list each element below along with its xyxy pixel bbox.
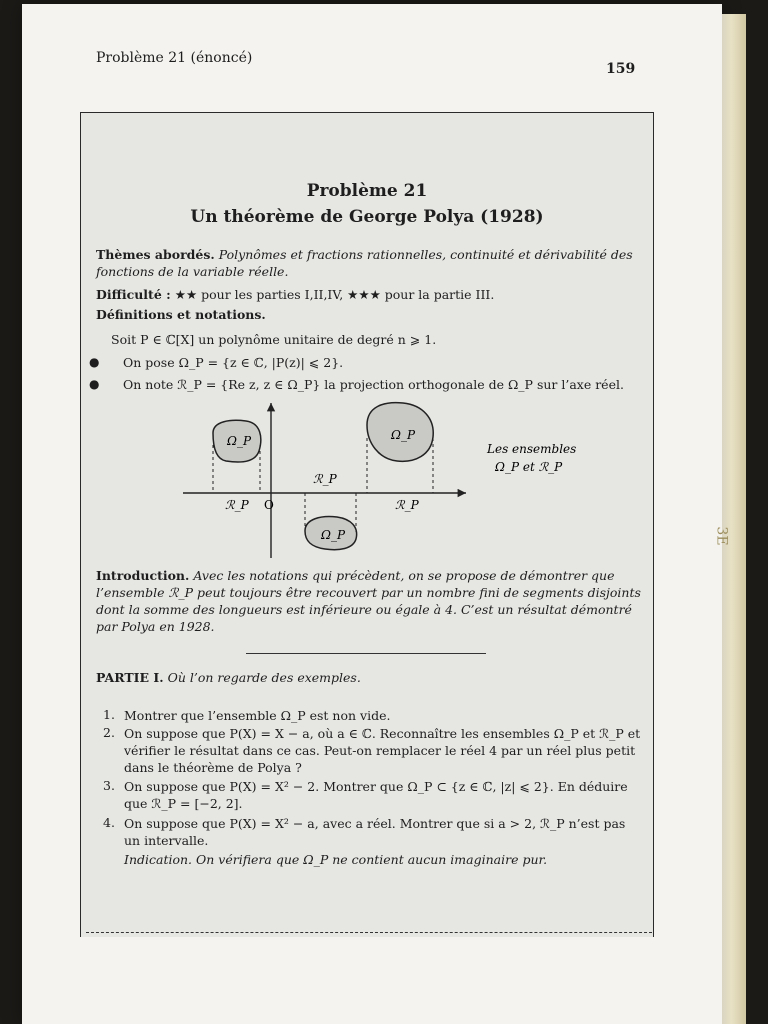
- problem-title: Un théorème de George Polya (1928): [190, 207, 544, 227]
- omega-r-figure: [81, 393, 653, 563]
- dashed-bottom-border: [86, 932, 652, 933]
- difficulty-text: ★★ pour les parties I,II,IV, ★★★ pour la partie III.: [174, 287, 495, 302]
- partie1-item-2: On suppose que P(X) = X − a, où a ∈ ℂ. Reconnaître les ensembles Ω_P et ℛ_P et vérifier le résultat dans ce cas. Peut-on remplacer le réel 4 par un réel plus petit dans le théorème de Polya ?: [124, 726, 641, 775]
- page-stack-edge: [722, 14, 746, 1024]
- r-label-right: ℛ_P: [395, 498, 419, 512]
- definitions-heading: Définitions et notations.: [96, 307, 266, 322]
- section-divider: [246, 653, 486, 654]
- running-title: Problème 21 (énoncé): [96, 50, 253, 66]
- item-number: 1.: [103, 707, 115, 722]
- edge-mark: 3E: [713, 526, 730, 546]
- partie1-heading: [96, 669, 641, 686]
- figure-caption-line2: Ω_P et ℛ_P: [495, 460, 563, 474]
- page-number: 159: [606, 61, 636, 77]
- partie1-label: PARTIE I.: [96, 670, 164, 685]
- themes: [96, 246, 641, 280]
- themes-text: Polynômes et fractions rationnelles, continuité et dérivabilité des fonctions de la variable réelle.: [96, 247, 633, 279]
- item-number: 4.: [103, 815, 115, 830]
- definitions-intro: Soit P ∈ ℂ[X] un polynôme unitaire de degré n ⩾ 1.: [111, 332, 437, 347]
- problem-box: [80, 112, 654, 937]
- item-number: 3.: [103, 778, 115, 793]
- partie1-indication: Indication. On vérifiera que Ω_P ne contient aucun imaginaire pur.: [124, 852, 548, 867]
- omega-label-right: Ω_P: [391, 428, 416, 442]
- difficulty: [96, 286, 641, 303]
- origin-label: O: [264, 498, 274, 512]
- bullet-dot: ●: [89, 377, 100, 391]
- definition-bullet-1: On pose Ω_P = {z ∈ ℂ, |P(z)| ⩽ 2}.: [123, 355, 344, 370]
- definition-bullet-2: On note ℛ_P = {Re z, z ∈ Ω_P} la projection orthogonale de Ω_P sur l’axe réel.: [123, 377, 624, 392]
- introduction-text: Avec les notations qui précèdent, on se propose de démontrer que l’ensemble ℛ_P peut toujours être recouvert par un nombre fini de segments disjoints dont la somme des longueurs est inférieure ou égale à 4. C’est un résultat démontré par Polya en 1928.: [96, 568, 641, 634]
- item-number: 2.: [103, 725, 115, 740]
- omega-label-left: Ω_P: [227, 434, 252, 448]
- problem-number: Problème 21: [306, 181, 428, 201]
- partie1-item-4: On suppose que P(X) = X² − a, avec a réel. Montrer que si a > 2, ℛ_P n’est pas un intervalle.: [124, 816, 626, 848]
- difficulty-label: Difficulté :: [96, 287, 171, 302]
- partie1-item-1: Montrer que l’ensemble Ω_P est non vide.: [124, 708, 391, 723]
- r-label-left: ℛ_P: [225, 498, 249, 512]
- figure-caption-line1: Les ensembles: [487, 442, 577, 456]
- partie1-subtitle: Où l’on regarde des exemples.: [167, 670, 361, 685]
- introduction: [96, 567, 641, 635]
- partie1-item-3: On suppose que P(X) = X² − 2. Montrer que Ω_P ⊂ {z ∈ ℂ, |z| ⩽ 2}. En déduire que ℛ_P = [−2, 2].: [124, 779, 628, 811]
- r-label-middle: ℛ_P: [313, 472, 337, 486]
- omega-label-bottom: Ω_P: [321, 528, 346, 542]
- introduction-label: Introduction.: [96, 568, 190, 583]
- bullet-dot: ●: [89, 355, 100, 369]
- themes-label: Thèmes abordés.: [96, 247, 215, 262]
